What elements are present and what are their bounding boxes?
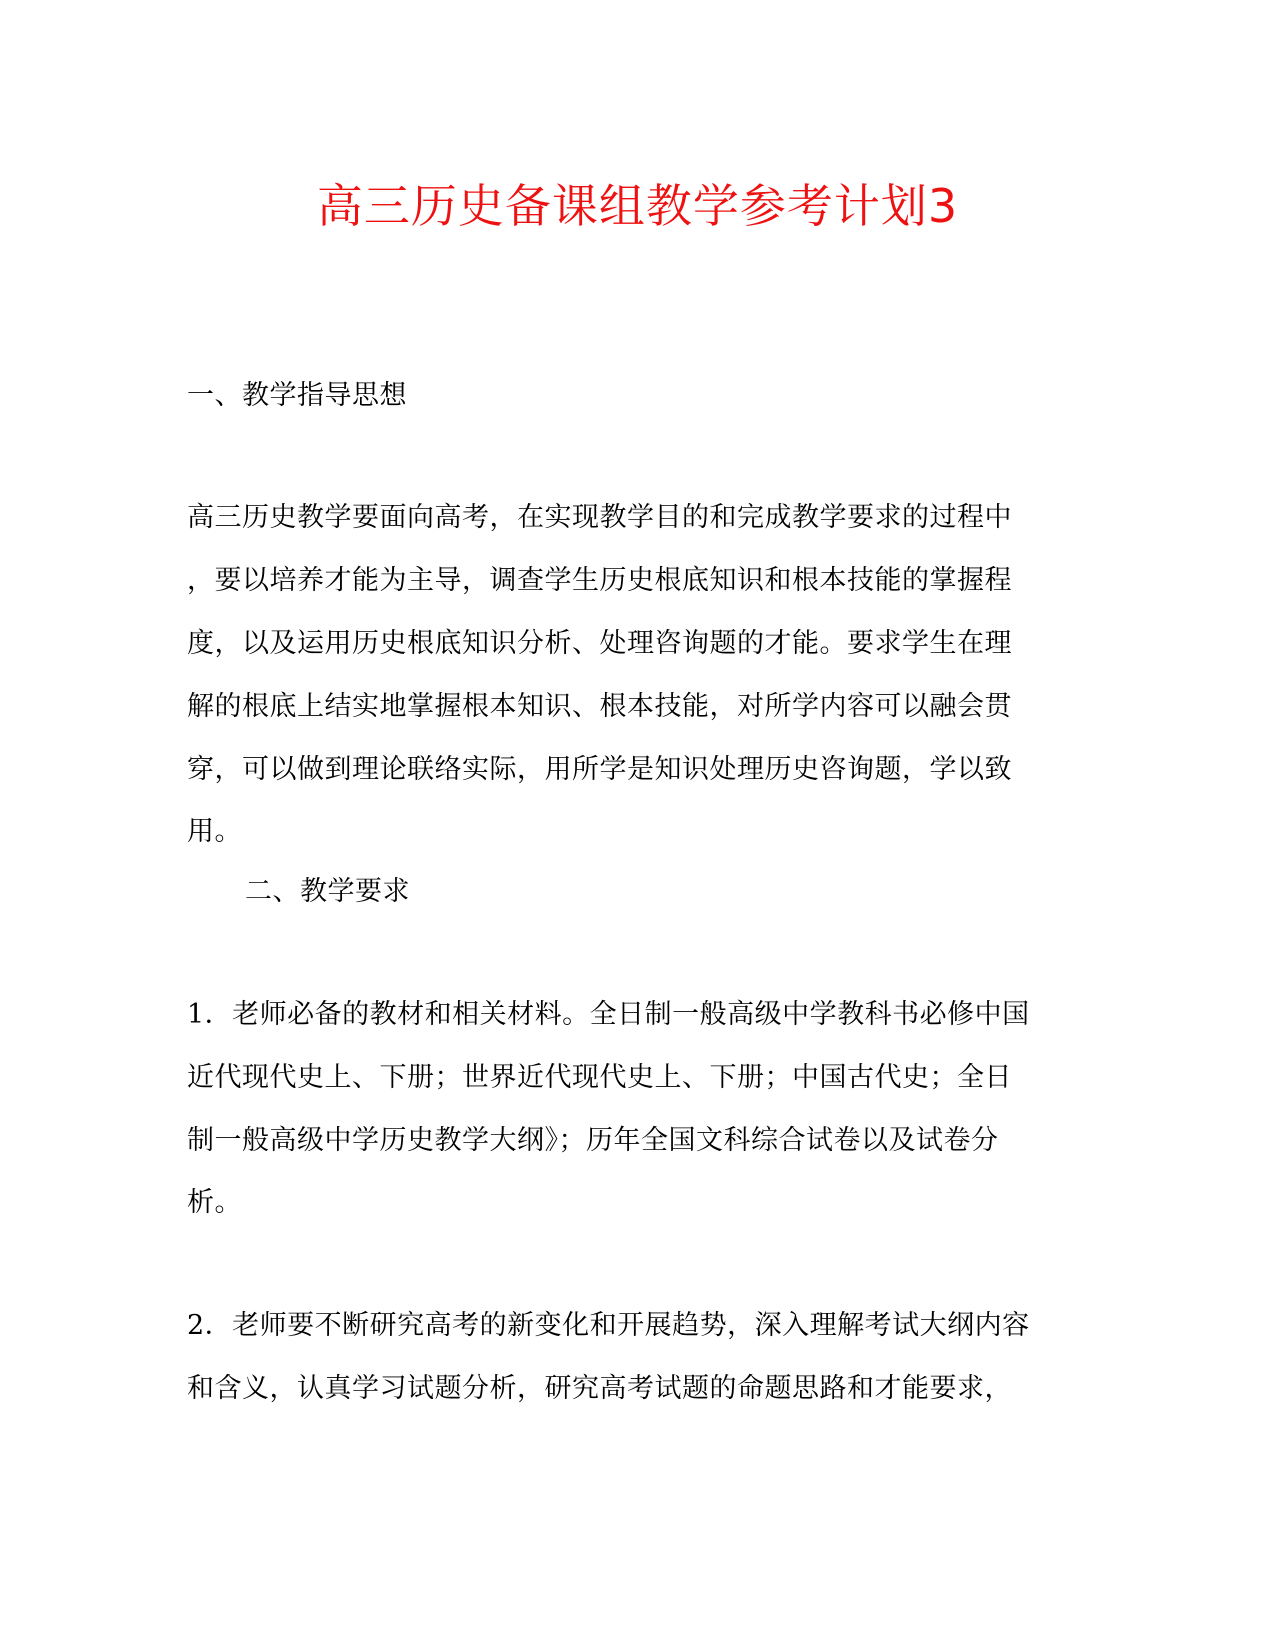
paragraph-line: 度，以及运用历史根底知识分析、处理咨询题的才能。要求学生在理 [187, 628, 1012, 659]
list-item-line: 2．老师要不断研究高考的新变化和开展趋势，深入理解考试大纲内容 [187, 1310, 1030, 1341]
paragraph-line: 解的根底上结实地掌握根本知识、根本技能，对所学内容可以融会贯 [187, 691, 1012, 722]
list-item-line: 和含义，认真学习试题分析，研究高考试题的命题思路和才能要求， [187, 1373, 1012, 1404]
paragraph-line: 穿，可以做到理论联络实际，用所学是知识处理历史咨询题，学以致 [187, 754, 1012, 785]
list-item-line: 近代现代史上、下册；世界近代现代史上、下册；中国古代史；全日 [187, 1062, 1012, 1093]
section-heading-teaching-requirements: 二、教学要求 [245, 876, 410, 907]
list-item-line: 析。 [187, 1187, 242, 1218]
section-heading-guiding-ideology: 一、教学指导思想 [187, 380, 407, 411]
paragraph-line: 用。 [187, 816, 242, 847]
paragraph-line: ，要以培养才能为主导，调查学生历史根底知识和根本技能的掌握程 [187, 565, 1012, 596]
paragraph-line: 高三历史教学要面向高考，在实现教学目的和完成教学要求的过程中 [187, 502, 1012, 533]
list-item-line: 1．老师必备的教材和相关材料。全日制一般高级中学教科书必修中国 [187, 999, 1030, 1030]
document-title: 高三历史备课组教学参考计划3 [316, 179, 959, 233]
list-item-line: 制一般高级中学历史教学大纲》；历年全国文科综合试卷以及试卷分 [187, 1125, 999, 1156]
